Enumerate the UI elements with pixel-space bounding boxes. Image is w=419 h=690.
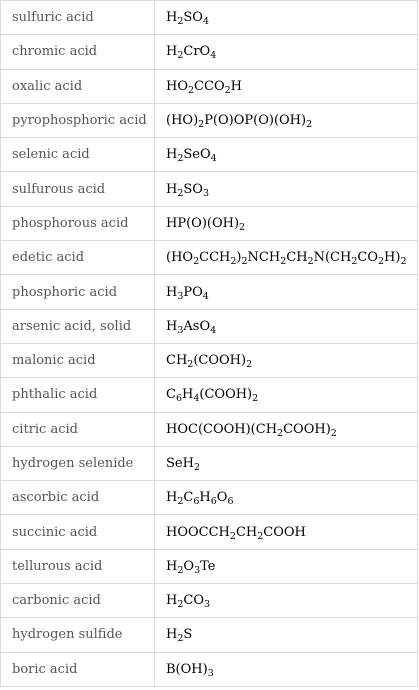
formula-text: Te	[200, 558, 216, 574]
formula-subscript: 2	[277, 427, 284, 439]
formula-text: H	[166, 44, 178, 60]
chemical-formula	[155, 138, 418, 172]
formula-text: HP(O)(OH)	[166, 215, 240, 231]
formula-subscript: 6	[210, 496, 217, 508]
compound-name: sulfurous acid	[1, 172, 155, 206]
table-row	[1, 275, 418, 309]
formula-text: CrO	[183, 44, 211, 60]
formula-subscript: 6	[175, 393, 182, 405]
formula-subscript: 2	[306, 119, 313, 131]
formula-subscript: 4	[210, 153, 217, 165]
formula-subscript: 2	[187, 359, 194, 371]
formula-text: H	[230, 78, 242, 94]
compound-name: ascorbic acid	[1, 481, 155, 515]
formula-subscript: 2	[193, 256, 200, 268]
chemical-formula	[155, 515, 418, 549]
formula-subscript: 3	[177, 290, 184, 302]
chemical-formula	[155, 69, 418, 103]
compound-name: sulfuric acid	[1, 1, 155, 35]
chemical-formula	[155, 172, 418, 206]
compound-name: boric acid	[1, 652, 155, 686]
table-row	[1, 309, 418, 343]
formula-subscript: 2	[280, 256, 287, 268]
formula-subscript: 2	[177, 496, 184, 508]
formula-subscript: 6	[227, 496, 234, 508]
formula-text: C	[183, 490, 194, 506]
chemical-formula	[155, 481, 418, 515]
formula-text: (HO	[166, 250, 194, 266]
formula-subscript: 2	[177, 153, 184, 165]
table-row	[1, 378, 418, 412]
formula-subscript: 2	[224, 84, 231, 96]
compound-name: phosphorous acid	[1, 206, 155, 240]
formula-subscript: 6	[193, 496, 200, 508]
chemical-formula	[155, 412, 418, 446]
formula-text: SeO	[183, 147, 211, 163]
table-row	[1, 584, 418, 618]
compound-name: phosphoric acid	[1, 275, 155, 309]
chemical-formula	[155, 652, 418, 686]
chemical-formula	[155, 549, 418, 583]
chemical-formula	[155, 241, 418, 275]
formula-text: H	[166, 490, 178, 506]
chemical-formula	[155, 618, 418, 652]
formula-text: CH	[166, 353, 188, 369]
formula-subscript: 2	[330, 427, 337, 439]
compound-name: hydrogen selenide	[1, 446, 155, 480]
formula-text: CH	[286, 250, 308, 266]
formula-text: H	[199, 490, 211, 506]
formula-text: COOH)	[283, 421, 331, 437]
formula-text: (COOH)	[193, 353, 247, 369]
formula-text: B(OH)	[166, 661, 208, 677]
chemical-formula	[155, 584, 418, 618]
table-row	[1, 549, 418, 583]
compound-name: hydrogen sulfide	[1, 618, 155, 652]
formula-subscript: 4	[202, 16, 210, 28]
table-row	[1, 206, 418, 240]
chemical-formula	[155, 1, 418, 35]
compound-name: malonic acid	[1, 343, 155, 377]
formula-text: O	[216, 490, 228, 506]
formula-text: AsO	[183, 318, 211, 334]
compound-name: chromic acid	[1, 35, 155, 69]
chemical-formula	[155, 35, 418, 69]
formula-text: H	[166, 284, 178, 300]
formula-subscript: 2	[188, 84, 195, 96]
formula-text: C	[166, 387, 176, 403]
formula-subscript: 4	[210, 324, 217, 336]
formula-text: CCH	[199, 250, 231, 266]
formula-text: O	[183, 558, 195, 574]
compound-name: arsenic acid, solid	[1, 309, 155, 343]
formula-text: HOC(COOH)(CH	[166, 421, 278, 437]
compound-name: phthalic acid	[1, 378, 155, 412]
formula-subscript: 2	[307, 256, 314, 268]
table-row	[1, 69, 418, 103]
table-body	[1, 1, 418, 687]
formula-subscript: 2	[241, 256, 248, 268]
formula-text: SO	[183, 10, 203, 26]
formula-text: (COOH)	[199, 387, 253, 403]
formula-subscript: 2	[229, 530, 236, 542]
table-row	[1, 103, 418, 137]
formula-text: H	[166, 147, 178, 163]
formula-text: (HO)	[166, 113, 199, 129]
formula-subscript: 2	[400, 256, 407, 268]
formula-text: P(O)OP(O)(OH)	[204, 113, 307, 129]
formula-subscript: 4	[202, 290, 209, 302]
formula-text: CCO	[194, 78, 225, 94]
table-row	[1, 172, 418, 206]
formula-subscript: 2	[257, 530, 264, 542]
formula-subscript: 3	[207, 667, 214, 679]
formula-text: H	[166, 593, 178, 609]
formula-subscript: 2	[193, 462, 200, 473]
formula-text: PO	[183, 284, 203, 300]
compound-name: tellurous acid	[1, 549, 155, 583]
formula-subscript: 2	[177, 599, 184, 611]
chemical-formula	[155, 446, 418, 480]
compound-name: pyrophosphoric acid	[1, 103, 155, 137]
formula-subscript: 4	[193, 393, 200, 405]
formula-text: H	[166, 318, 178, 334]
compound-name: edetic acid	[1, 241, 155, 275]
table-row	[1, 241, 418, 275]
formula-text: COOH	[263, 524, 306, 540]
formula-text: N(CH	[313, 250, 352, 266]
table-row	[1, 446, 418, 480]
formula-subscript: 2	[198, 119, 205, 131]
table-row	[1, 481, 418, 515]
formula-subscript: 2	[177, 187, 184, 199]
formula-text: H)	[384, 250, 401, 266]
table-row	[1, 412, 418, 446]
formula-subscript: 2	[239, 221, 246, 233]
formula-text: CO	[357, 250, 378, 266]
table-row	[1, 652, 418, 686]
chemical-formula	[155, 343, 418, 377]
compound-name: oxalic acid	[1, 69, 155, 103]
formula-subscript: 3	[177, 324, 184, 336]
formula-text: NCH	[247, 250, 281, 266]
formula-text: CO	[183, 593, 204, 609]
formula-subscript: 3	[204, 599, 211, 611]
chemical-formula	[155, 206, 418, 240]
formula-subscript: 2	[377, 256, 385, 268]
formula-subscript: 2	[252, 393, 259, 405]
formula-text: S	[183, 627, 193, 643]
table-row	[1, 1, 418, 35]
formula-text: SeH	[166, 456, 194, 471]
table-row	[1, 343, 418, 377]
formula-text: H	[182, 387, 194, 403]
formula-subscript: 3	[202, 187, 210, 199]
chemical-formula	[155, 275, 418, 309]
compound-name: carbonic acid	[1, 584, 155, 618]
formula-subscript: 2	[230, 256, 237, 268]
formula-text: H	[166, 627, 178, 643]
table-row	[1, 618, 418, 652]
formula-subscript: 2	[177, 16, 184, 28]
compound-name: selenic acid	[1, 138, 155, 172]
compound-name: citric acid	[1, 412, 155, 446]
formula-subscript: 2	[177, 50, 184, 62]
formula-subscript: 2	[351, 256, 358, 268]
formula-text: H	[166, 10, 178, 26]
formula-subscript: 2	[177, 633, 184, 645]
chemical-formula	[155, 309, 418, 343]
table-row	[1, 515, 418, 549]
formula-text: CH	[235, 524, 258, 540]
formula-text: HO	[166, 78, 188, 94]
table-row	[1, 138, 418, 172]
chemical-formula	[155, 103, 418, 137]
chemical-formula	[155, 378, 418, 412]
formula-subscript: 2	[177, 564, 184, 576]
formula-text: H	[166, 181, 178, 197]
formula-text: SO	[183, 181, 203, 197]
formula-subscript: 4	[210, 50, 217, 62]
formula-text: )	[236, 250, 242, 266]
formula-text: HOOCCH	[166, 524, 230, 540]
formula-text: H	[166, 558, 178, 574]
formula-subscript: 2	[246, 359, 253, 371]
table-row	[1, 35, 418, 69]
formula-subscript: 3	[194, 564, 201, 576]
compound-name: succinic acid	[1, 515, 155, 549]
